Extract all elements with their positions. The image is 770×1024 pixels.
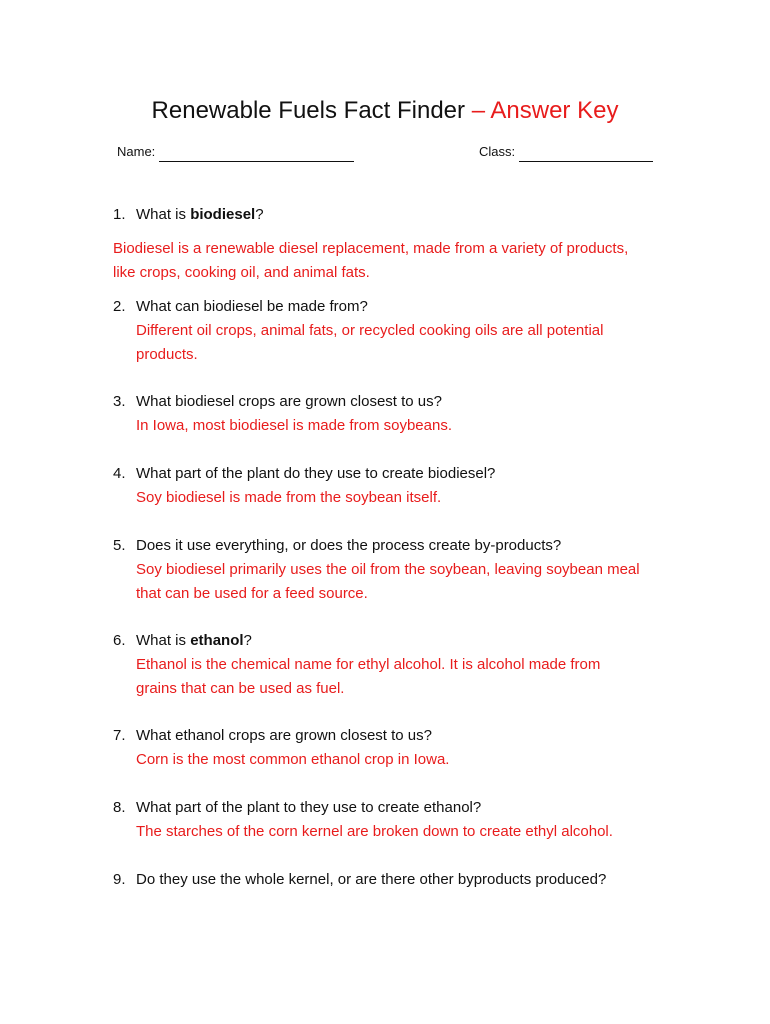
answer-3 bbox=[136, 414, 452, 438]
class-field bbox=[479, 142, 653, 162]
answer-line: like crops, cooking oil, and animal fats. bbox=[113, 264, 370, 281]
answer-6 bbox=[136, 653, 600, 701]
question-text: What part of the plant to they use to create ethanol? bbox=[136, 799, 482, 816]
question-3 bbox=[113, 390, 713, 414]
answer-line: In Iowa, most biodiesel is made from soybeans. bbox=[136, 417, 452, 434]
page-title bbox=[0, 94, 770, 128]
question-8 bbox=[113, 796, 713, 820]
class-blank-line[interactable] bbox=[519, 147, 653, 162]
answer-line: Soy biodiesel is made from the soybean itself. bbox=[136, 489, 442, 506]
name-blank-line[interactable] bbox=[159, 147, 354, 162]
question-text: Do they use the whole kernel, or are there other byproducts produced? bbox=[136, 871, 607, 888]
question-bold-term: biodiesel bbox=[190, 206, 256, 223]
question-9 bbox=[113, 868, 733, 892]
question-number: 5. bbox=[113, 537, 126, 554]
question-text-end: ? bbox=[255, 206, 264, 223]
answer-line: products. bbox=[136, 346, 198, 363]
answer-5 bbox=[136, 558, 640, 606]
question-text: What is bbox=[136, 632, 191, 649]
answer-2 bbox=[136, 319, 603, 367]
question-text: Does it use everything, or does the process create by-products? bbox=[136, 537, 562, 554]
question-number: 2. bbox=[113, 298, 126, 315]
question-number: 7. bbox=[113, 727, 126, 744]
answer-line: Ethanol is the chemical name for ethyl alcohol. It is alcohol made from bbox=[136, 656, 601, 673]
question-number: 4. bbox=[113, 465, 126, 482]
question-text: What part of the plant do they use to create biodiesel? bbox=[136, 465, 496, 482]
question-text: What ethanol crops are grown closest to us? bbox=[136, 727, 432, 744]
question-number: 3. bbox=[113, 393, 126, 410]
question-7 bbox=[113, 724, 713, 748]
answer-7 bbox=[136, 748, 449, 772]
question-text-end: ? bbox=[243, 632, 252, 649]
title-accent: – Answer Key bbox=[471, 97, 619, 124]
question-2 bbox=[113, 295, 713, 319]
name-label: Name: bbox=[117, 144, 156, 159]
question-5 bbox=[113, 534, 713, 558]
question-4 bbox=[113, 462, 713, 486]
answer-line: Biodiesel is a renewable diesel replacement, made from a variety of products, bbox=[113, 240, 629, 257]
question-number: 9. bbox=[113, 871, 126, 888]
question-text: What biodiesel crops are grown closest to us? bbox=[136, 393, 442, 410]
answer-line: that can be used for a feed source. bbox=[136, 585, 368, 602]
answer-line: Corn is the most common ethanol crop in Iowa. bbox=[136, 751, 450, 768]
question-number: 8. bbox=[113, 799, 126, 816]
title-main: Renewable Fuels Fact Finder bbox=[151, 97, 466, 124]
question-1 bbox=[113, 203, 713, 227]
question-text: What can biodiesel be made from? bbox=[136, 298, 368, 315]
name-field bbox=[117, 142, 354, 162]
question-text: What is bbox=[136, 206, 191, 223]
answer-8 bbox=[136, 820, 613, 844]
class-label: Class: bbox=[479, 144, 516, 159]
answer-line: The starches of the corn kernel are broken down to create ethyl alcohol. bbox=[136, 823, 613, 840]
question-number: 6. bbox=[113, 632, 126, 649]
answer-line: Different oil crops, animal fats, or recycled cooking oils are all potential bbox=[136, 322, 604, 339]
question-bold-term: ethanol bbox=[190, 632, 244, 649]
question-number: 1. bbox=[113, 206, 126, 223]
answer-line: grains that can be used as fuel. bbox=[136, 680, 345, 697]
answer-4 bbox=[136, 486, 441, 510]
question-6 bbox=[113, 629, 713, 653]
answer-1 bbox=[113, 237, 628, 285]
answer-line: Soy biodiesel primarily uses the oil from the soybean, leaving soybean meal bbox=[136, 561, 640, 578]
